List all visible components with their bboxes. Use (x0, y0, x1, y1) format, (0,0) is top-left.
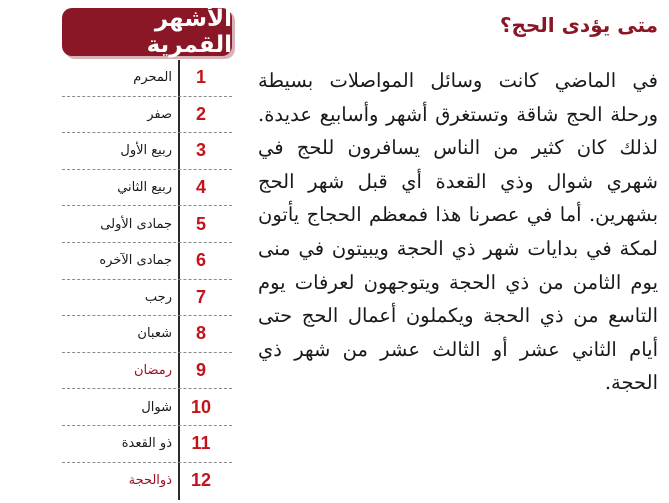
month-name: رجب (144, 289, 172, 305)
month-item (62, 60, 232, 97)
sidebar-title: الأشهر القمرية (146, 6, 232, 58)
article-body: في الماضي كانت وسائل المواصلات بسيطة ورحلة الحج شاقة وتستغرق أشهر وأسابيع عديدة. لذلك كان كثير من الناس يسافرون للحج في شهري شوال وذي القعدة أي قبل شهر الحج بشهرين. أما في عصرنا هذا فمعظم الحجاج يأتون لمكة في بدايات شهر ذي الحجة ويبيتون في منى يوم الثامن من ذي الحجة ويتوجهون لعرفات يوم التاسع من ذي الحجة ويكملون أعمال الحج حتى أيام الثاني عشر أو الثالث عشر من شهر ذي الحجة. (258, 69, 658, 395)
month-name: جمادى الآخره (99, 253, 172, 269)
month-item (62, 316, 232, 353)
month-number: 1 (195, 67, 206, 88)
month-item (62, 97, 232, 134)
month-name: ذوالحجة (128, 473, 172, 489)
month-item (62, 463, 232, 500)
month-number: 3 (195, 140, 206, 161)
month-name: رمضان (133, 363, 172, 379)
article (258, 8, 658, 498)
month-number: 12 (190, 470, 212, 491)
month-list (62, 60, 232, 500)
month-number: 10 (190, 396, 212, 417)
month-item (62, 389, 232, 426)
month-name: ربيع الأول (120, 143, 172, 159)
month-name: ذو القعدة (121, 436, 172, 452)
month-name: جمادى الأولى (100, 216, 172, 232)
month-name: شوال (141, 399, 172, 415)
month-name: ربيع الثاني (117, 180, 172, 196)
article-heading: متى يؤدى الحج؟ (499, 13, 658, 37)
month-item (62, 206, 232, 243)
month-name: صفر (147, 106, 172, 122)
month-item (62, 170, 232, 207)
month-number: 4 (195, 177, 206, 198)
month-number: 11 (191, 433, 211, 454)
month-number: 9 (195, 360, 206, 381)
month-item (62, 133, 232, 170)
month-number: 6 (195, 250, 206, 271)
month-item (62, 280, 232, 317)
month-name: المحرم (133, 70, 172, 86)
month-item (62, 426, 232, 463)
month-number: 7 (195, 286, 206, 307)
month-number: 2 (195, 103, 206, 124)
month-number: 8 (195, 323, 206, 344)
month-item (62, 353, 232, 390)
sidebar-title-badge (62, 8, 232, 56)
month-number: 5 (195, 213, 206, 234)
month-item (62, 243, 232, 280)
month-name: شعبان (137, 326, 172, 342)
